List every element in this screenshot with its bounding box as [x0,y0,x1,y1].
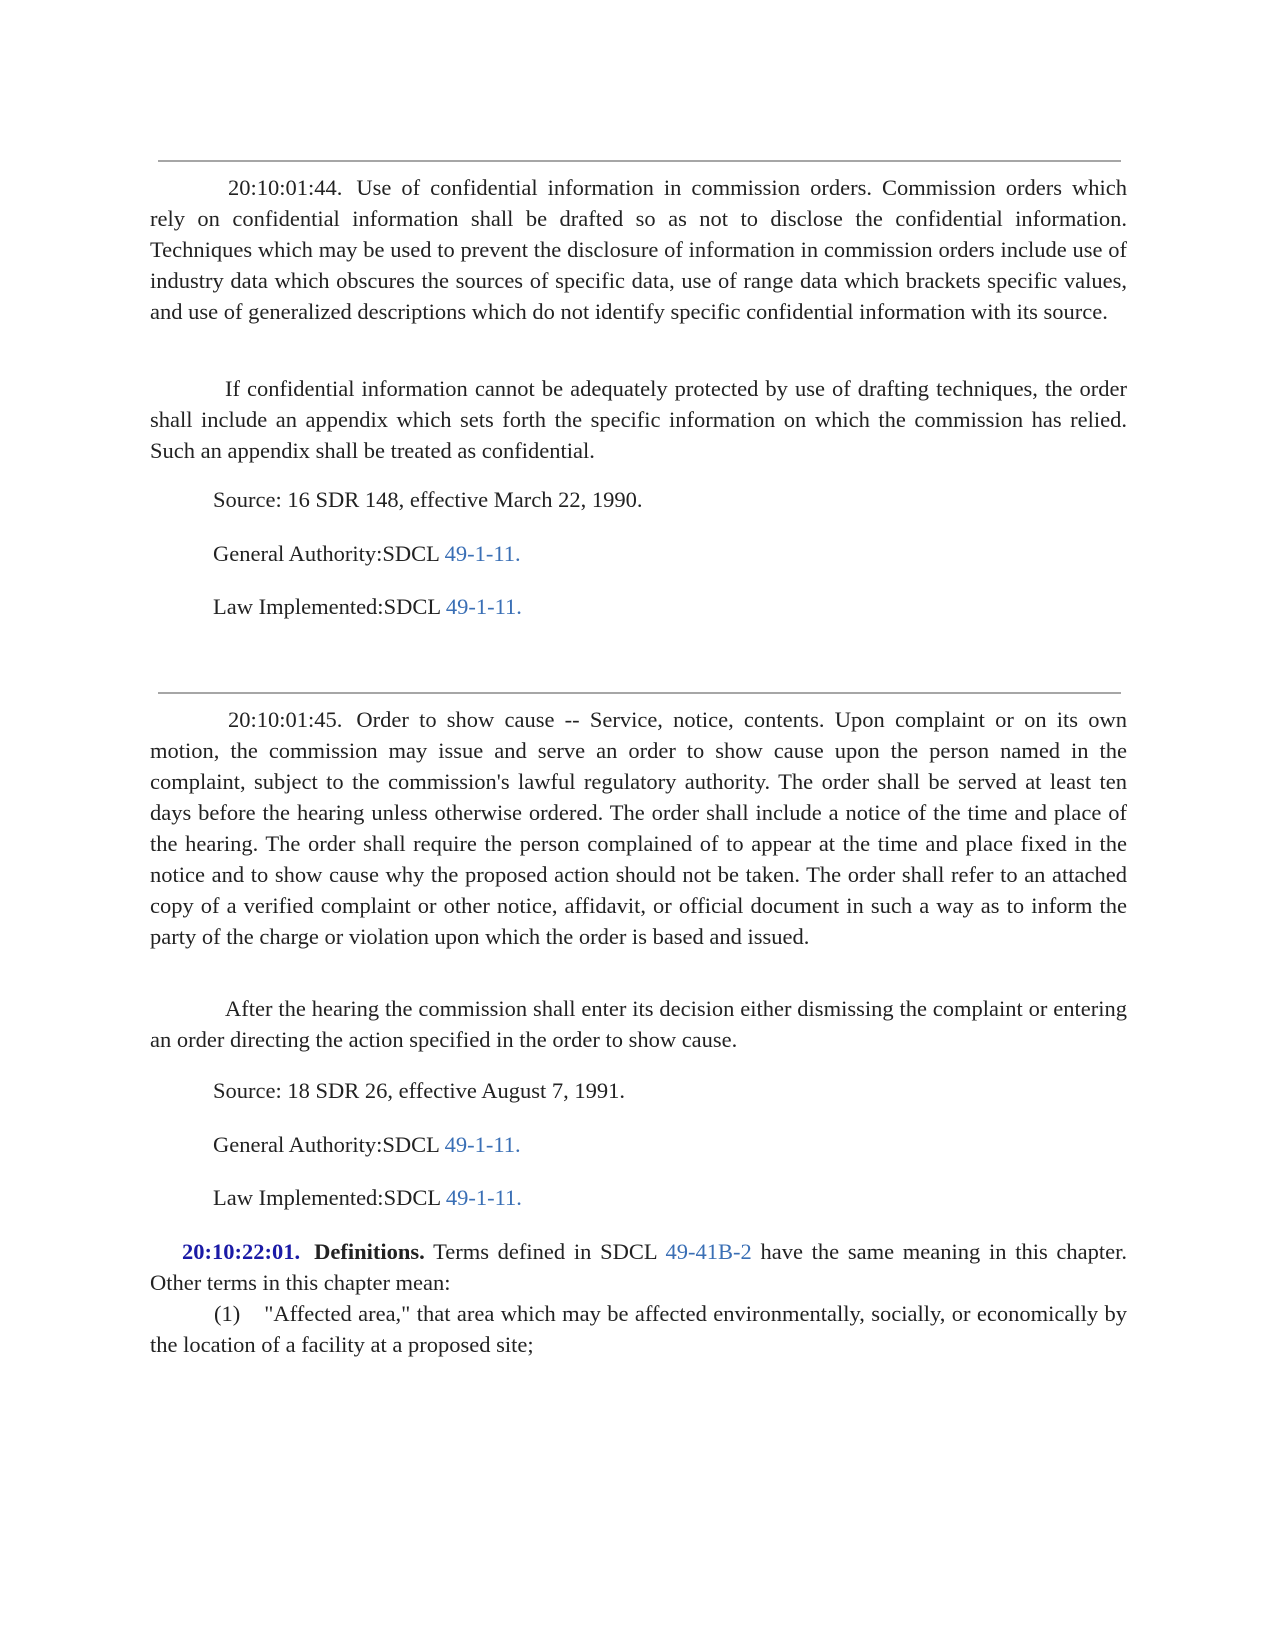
general-authority-link[interactable]: 49-1-11. [444,1132,521,1157]
section-44-law-implemented [213,591,522,622]
definition-item-1 [150,1298,1127,1360]
section-divider [158,692,1121,694]
law-implemented-link[interactable]: 49-1-11. [445,1185,522,1210]
section-44 [150,172,1127,327]
section-45-source: Source: 18 SDR 26, effective August 7, 1991. [213,1078,626,1103]
section-22-01-number-link[interactable]: 20:10:22:01. [182,1239,301,1264]
general-authority-label: General Authority:SDCL [213,1132,440,1157]
section-44-paragraph-1 [150,172,1127,327]
section-44-source: Source: 16 SDR 148, effective March 22, 1990. [213,487,643,512]
definition-item-text: "Affected area," that area which may be affected environmentally, socially, or economically by the location of a facility at a proposed site; [150,1301,1127,1357]
general-authority-link[interactable]: 49-1-11. [444,541,521,566]
section-22-01 [150,1236,1127,1360]
section-45-general-authority [213,1129,521,1160]
section-divider [158,160,1121,162]
law-implemented-label: Law Implemented:SDCL [213,594,441,619]
definitions-intro: Terms defined in SDCL [433,1239,657,1264]
section-45-law-implemented [213,1182,522,1213]
section-45-number: 20:10:01:45. [228,707,343,732]
section-44-general-authority [213,538,521,569]
section-45 [150,704,1127,952]
law-implemented-link[interactable]: 49-1-11. [445,594,522,619]
section-44-paragraph-2: If confidential information cannot be adequately protected by use of drafting techniques, the order shall include an appendix which sets forth the specific information on which the commission has relied. Such an appendix shall be treated as confidential. [150,376,1127,463]
section-44-paragraph-2-block [150,373,1127,466]
law-implemented-label: Law Implemented:SDCL [213,1185,441,1210]
section-45-paragraph-2-block [150,993,1127,1055]
sdcl-49-41b-2-link[interactable]: 49-41B-2 [665,1239,752,1264]
definitions-title: Definitions. [314,1239,425,1264]
definitions-paragraph [150,1236,1127,1298]
section-45-paragraph-2: After the hearing the commission shall enter its decision either dismissing the complaint or entering an order directing the action specified in the order to show cause. [150,996,1127,1052]
section-44-number: 20:10:01:44. [228,175,343,200]
general-authority-label: General Authority:SDCL [213,541,440,566]
section-44-text: Use of confidential information in commission orders. Commission orders which rely on confidential information shall be drafted so as not to disclose the confidential information. Techniques which may be used to prevent the disclosure of information in commission orders include use of industry data which obscures the sources of specific data, use of range data which brackets specific values, and use of generalized descriptions which do not identify specific confidential information with its source. [150,175,1127,324]
definition-item-number: (1) [214,1301,241,1326]
section-45-text: Order to show cause -- Service, notice, contents. Upon complaint or on its own motion, the commission may issue and serve an order to show cause upon the person named in the complaint, subject to the commission's lawful regulatory authority. The order shall be served at least ten days before the hearing unless otherwise ordered. The order shall include a notice of the time and place of the hearing. The order shall require the person complained of to appear at the time and place fixed in the notice and to show cause why the proposed action should not be taken. The order shall refer to an attached copy of a verified complaint or other notice, affidavit, or official document in such a way as to inform the party of the charge or violation upon which the order is based and issued. [150,707,1127,949]
section-45-paragraph-1 [150,704,1127,952]
definitions-intro-continued: have the same meaning in this chapter. Other terms in this chapter mean: [150,1239,1128,1295]
